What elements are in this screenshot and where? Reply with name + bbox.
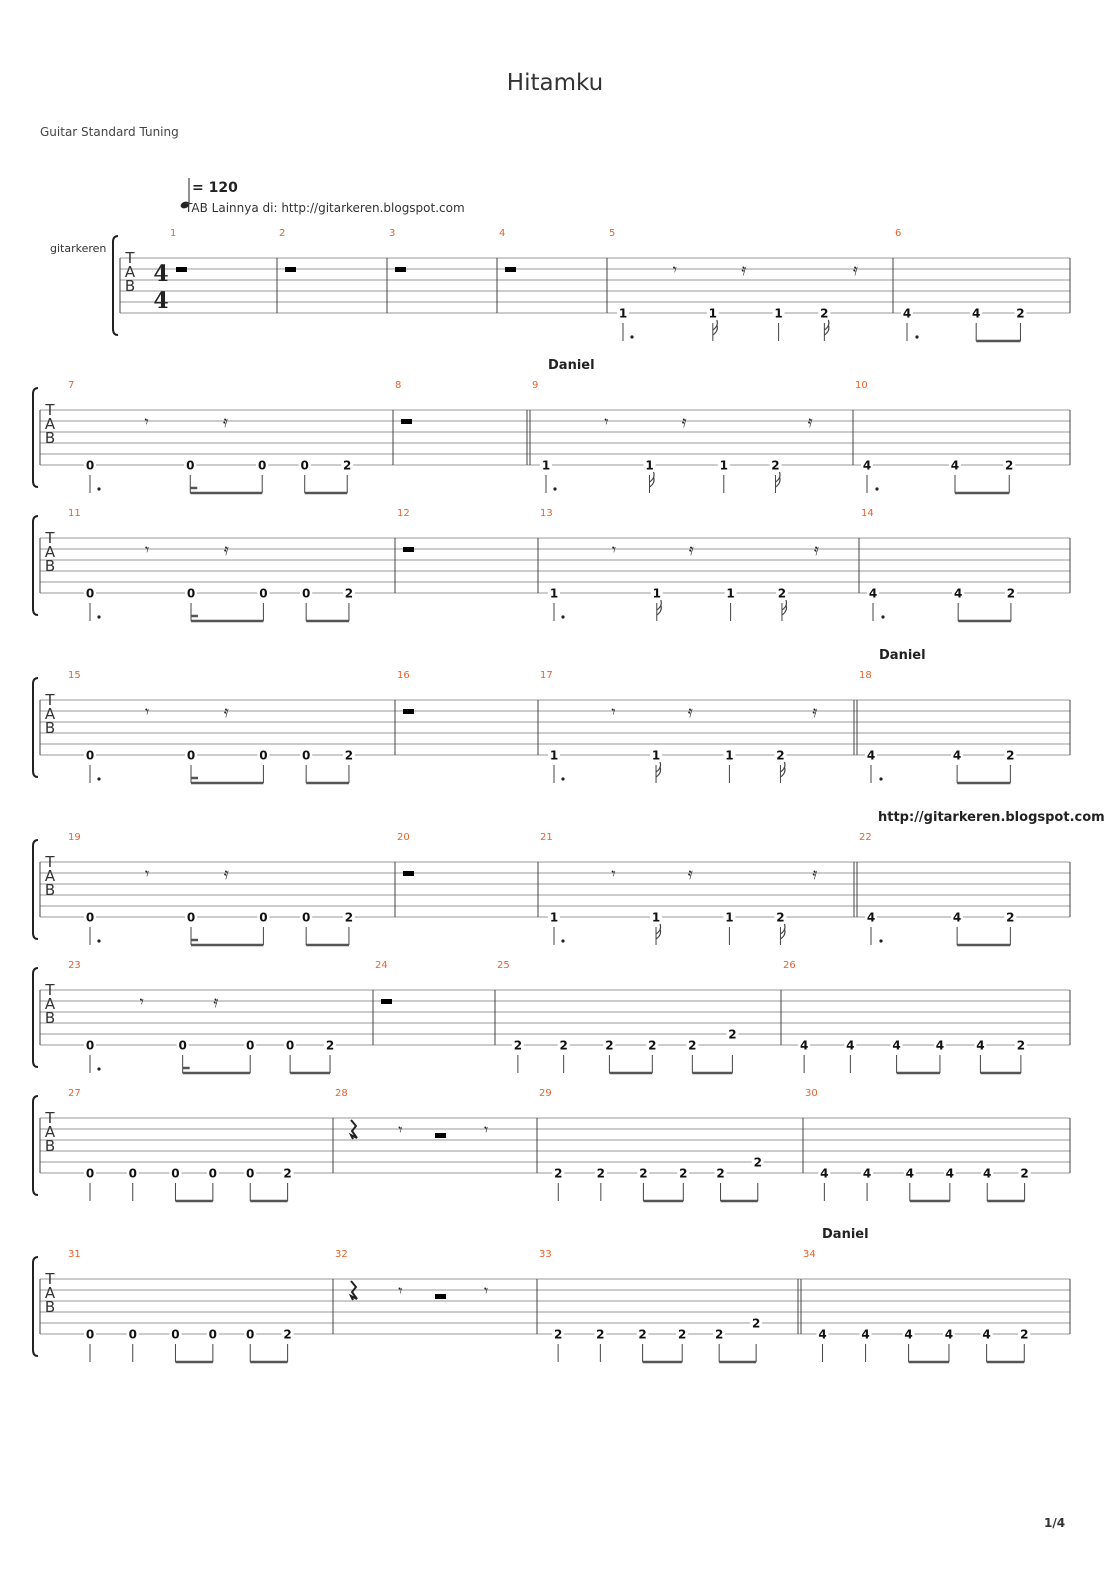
fret-number: 2 bbox=[283, 1166, 292, 1181]
dot bbox=[561, 939, 564, 942]
fret-number: 4 bbox=[892, 1038, 901, 1053]
fret-number: 4 bbox=[861, 1327, 870, 1342]
fret-number: 1 bbox=[645, 458, 654, 473]
fret-number: 0 bbox=[85, 586, 95, 601]
fret-number: 4 bbox=[902, 306, 912, 321]
tempo-marking: = 120 bbox=[192, 180, 238, 196]
fret-number: 0 bbox=[128, 1327, 137, 1342]
eighth-rest: 𝄾 bbox=[144, 864, 150, 883]
measure-number: 6 bbox=[895, 228, 902, 239]
measure-number: 1 bbox=[170, 228, 177, 239]
fret-number: 4 bbox=[950, 458, 960, 473]
url-marker: http://gitarkeren.blogspot.com bbox=[878, 810, 1105, 825]
measure-number: 3 bbox=[389, 228, 396, 239]
time-signature-top: 4 bbox=[153, 261, 169, 287]
fret-number: 4 bbox=[846, 1038, 855, 1053]
dot bbox=[881, 615, 884, 618]
tab-clef-letter: A bbox=[44, 705, 56, 723]
measure-number: 31 bbox=[68, 1249, 81, 1260]
fret-number: 4 bbox=[953, 586, 963, 601]
whole-rest bbox=[403, 871, 414, 876]
tab-clef-letter: T bbox=[45, 529, 55, 547]
fret-number: 2 bbox=[716, 1166, 725, 1181]
measure-number: 27 bbox=[68, 1088, 81, 1099]
measure-number: 33 bbox=[539, 1249, 552, 1260]
half-rest bbox=[435, 1133, 446, 1138]
tab-clef-letter: B bbox=[44, 1009, 56, 1027]
measure-number: 21 bbox=[540, 832, 553, 843]
fret-number: 2 bbox=[1020, 1327, 1029, 1342]
fret-number: 2 bbox=[1006, 586, 1016, 601]
dot bbox=[875, 487, 878, 490]
fret-number: 2 bbox=[1005, 458, 1014, 473]
fret-number: 2 bbox=[639, 1166, 648, 1181]
fret-number: 2 bbox=[776, 748, 785, 763]
fret-number: 2 bbox=[679, 1166, 688, 1181]
eighth-rest: 𝄾 bbox=[139, 992, 144, 1011]
note-flag bbox=[656, 762, 661, 772]
fret-number: 0 bbox=[85, 1327, 95, 1342]
whole-rest bbox=[505, 267, 516, 272]
eighth-rest: 𝄾 bbox=[611, 540, 617, 559]
tab-clef-letter: B bbox=[44, 429, 56, 447]
fret-number: 2 bbox=[1016, 306, 1025, 321]
tab-clef-letter: B bbox=[44, 1137, 56, 1155]
dot bbox=[915, 335, 918, 338]
measure-number: 11 bbox=[68, 508, 81, 519]
note-flag bbox=[657, 600, 662, 610]
eighth-rest: 𝄾 bbox=[144, 540, 150, 559]
fret-number: 4 bbox=[799, 1038, 809, 1053]
eighth-rest: 𝄾 bbox=[672, 260, 678, 279]
sixteenth-rest: 𝄿 bbox=[814, 540, 819, 559]
fret-number: 4 bbox=[935, 1038, 945, 1053]
fret-number: 2 bbox=[777, 586, 787, 601]
tab-clef-letter: T bbox=[45, 401, 55, 419]
dot bbox=[97, 1067, 100, 1070]
sixteenth-rest: 𝄿 bbox=[213, 992, 219, 1011]
sixteenth-rest: 𝄿 bbox=[223, 540, 229, 559]
measure-number: 25 bbox=[497, 960, 510, 971]
fret-number: 0 bbox=[186, 458, 195, 473]
fret-number: 2 bbox=[1006, 748, 1015, 763]
measure-number: 19 bbox=[68, 832, 81, 843]
sixteenth-rest: 𝄿 bbox=[852, 260, 858, 279]
fret-number: 4 bbox=[982, 1327, 991, 1342]
system-bracket bbox=[33, 516, 38, 615]
tab-clef-letter: B bbox=[44, 719, 56, 737]
tab-clef-letter: T bbox=[45, 691, 55, 709]
fret-number: 0 bbox=[246, 1327, 255, 1342]
eighth-rest: 𝄾 bbox=[611, 702, 616, 721]
tab-clef-letter: A bbox=[44, 995, 56, 1013]
fret-number: 2 bbox=[771, 458, 780, 473]
system-bracket bbox=[33, 1257, 38, 1356]
measure-number: 24 bbox=[375, 960, 388, 971]
system-bracket bbox=[33, 840, 38, 939]
fret-number: 0 bbox=[301, 910, 311, 925]
fret-number: 2 bbox=[820, 306, 829, 321]
fret-number: 4 bbox=[952, 910, 962, 925]
measure-number: 4 bbox=[499, 228, 506, 239]
measure-number: 12 bbox=[397, 508, 410, 519]
fret-number: 0 bbox=[285, 1038, 295, 1053]
fret-number: 4 bbox=[862, 1166, 872, 1181]
fret-number: 2 bbox=[513, 1038, 523, 1053]
measure-number: 13 bbox=[540, 508, 553, 519]
eighth-rest: 𝄾 bbox=[483, 1281, 489, 1300]
dot bbox=[630, 335, 633, 338]
system-bracket bbox=[33, 968, 38, 1067]
fret-number: 2 bbox=[688, 1038, 697, 1053]
dot bbox=[879, 777, 882, 780]
note-flag bbox=[780, 924, 785, 934]
eighth-rest: 𝄾 bbox=[144, 412, 149, 431]
fret-number: 2 bbox=[596, 1327, 605, 1342]
fret-number: 1 bbox=[549, 910, 559, 925]
fret-number: 1 bbox=[719, 458, 728, 473]
measure-number: 16 bbox=[397, 670, 410, 681]
fret-number: 0 bbox=[208, 1166, 218, 1181]
fret-number: 1 bbox=[549, 586, 559, 601]
fret-number: 4 bbox=[972, 306, 981, 321]
half-rest bbox=[435, 1294, 446, 1299]
fret-number: 2 bbox=[605, 1038, 614, 1053]
measure-number: 14 bbox=[861, 508, 874, 519]
whole-rest bbox=[403, 547, 414, 552]
fret-number: 0 bbox=[246, 1038, 255, 1053]
tab-source-note: TAB Lainnya di: http://gitarkeren.blogspot.com bbox=[185, 201, 465, 215]
fret-number: 4 bbox=[952, 748, 962, 763]
whole-rest bbox=[403, 709, 414, 714]
whole-rest bbox=[176, 267, 187, 272]
dot bbox=[97, 487, 100, 490]
whole-rest bbox=[285, 267, 296, 272]
fret-number: 0 bbox=[186, 748, 196, 763]
fret-number: 1 bbox=[651, 910, 661, 925]
fret-number: 2 bbox=[638, 1327, 647, 1342]
measure-number: 9 bbox=[532, 380, 539, 391]
measure-number: 2 bbox=[279, 228, 286, 239]
fret-number: 2 bbox=[559, 1038, 568, 1053]
measure-number: 29 bbox=[539, 1088, 552, 1099]
eighth-rest: 𝄾 bbox=[144, 702, 150, 721]
fret-number: 2 bbox=[554, 1166, 563, 1181]
measure-number: 7 bbox=[68, 380, 75, 391]
sixteenth-rest: 𝄿 bbox=[688, 540, 694, 559]
fret-number: 2 bbox=[344, 586, 354, 601]
fret-number: 2 bbox=[553, 1327, 563, 1342]
rehearsal-mark: Daniel bbox=[879, 648, 926, 663]
sixteenth-rest: 𝄿 bbox=[687, 864, 693, 883]
fret-number: 0 bbox=[300, 458, 309, 473]
note-flag bbox=[656, 924, 661, 934]
measure-number: 8 bbox=[395, 380, 402, 391]
fret-number: 0 bbox=[85, 748, 95, 763]
fret-number: 0 bbox=[259, 910, 268, 925]
fret-number: 2 bbox=[753, 1155, 762, 1170]
fret-number: 4 bbox=[976, 1038, 985, 1053]
fret-number: 1 bbox=[651, 748, 661, 763]
sixteenth-rest: 𝄿 bbox=[222, 412, 228, 431]
tab-clef-letter: T bbox=[125, 249, 135, 267]
tab-clef-letter: A bbox=[124, 263, 136, 281]
tab-clef-letter: B bbox=[44, 1298, 56, 1316]
fret-number: 0 bbox=[186, 586, 196, 601]
fret-number: 2 bbox=[1006, 910, 1015, 925]
note-flag bbox=[775, 472, 780, 482]
tab-clef-letter: A bbox=[44, 543, 56, 561]
fret-number: 4 bbox=[944, 1327, 954, 1342]
fret-number: 2 bbox=[751, 1316, 761, 1331]
fret-number: 4 bbox=[862, 458, 872, 473]
measure-number: 17 bbox=[540, 670, 553, 681]
fret-number: 0 bbox=[258, 458, 267, 473]
tuning-label: Guitar Standard Tuning bbox=[40, 125, 179, 139]
note-flag bbox=[780, 762, 785, 772]
measure-number: 5 bbox=[609, 228, 616, 239]
tab-clef-letter: B bbox=[124, 277, 136, 295]
measure-number: 18 bbox=[859, 670, 872, 681]
note-flag bbox=[713, 320, 718, 330]
fret-number: 1 bbox=[725, 748, 734, 763]
measure-number: 26 bbox=[783, 960, 796, 971]
fret-number: 2 bbox=[344, 910, 354, 925]
note-flag bbox=[824, 320, 829, 330]
fret-number: 4 bbox=[866, 748, 876, 763]
tab-clef-letter: A bbox=[44, 1123, 56, 1141]
tab-clef-letter: B bbox=[44, 557, 56, 575]
system-bracket bbox=[33, 678, 38, 777]
eighth-rest: 𝄾 bbox=[398, 1281, 403, 1300]
fret-number: 0 bbox=[259, 748, 268, 763]
fret-number: 2 bbox=[678, 1327, 687, 1342]
fret-number: 4 bbox=[904, 1327, 913, 1342]
tab-clef-letter: T bbox=[45, 1270, 55, 1288]
song-title: Hitamku bbox=[506, 70, 604, 96]
measure-number: 30 bbox=[805, 1088, 818, 1099]
tab-clef-letter: A bbox=[44, 1284, 56, 1302]
instrument-name: gitarkeren bbox=[50, 242, 107, 255]
fret-number: 0 bbox=[301, 748, 311, 763]
fret-number: 0 bbox=[85, 1038, 95, 1053]
fret-number: 0 bbox=[171, 1166, 180, 1181]
fret-number: 1 bbox=[726, 586, 735, 601]
fret-number: 4 bbox=[820, 1166, 829, 1181]
fret-number: 0 bbox=[85, 458, 95, 473]
eighth-rest: 𝄾 bbox=[611, 864, 616, 883]
sixteenth-rest: 𝄿 bbox=[223, 702, 229, 721]
dot bbox=[97, 777, 100, 780]
measure-number: 28 bbox=[335, 1088, 348, 1099]
system-bracket bbox=[33, 1096, 38, 1195]
tab-clef-letter: B bbox=[44, 881, 56, 899]
tab-clef-letter: T bbox=[45, 981, 55, 999]
tab-clef-letter: T bbox=[45, 853, 55, 871]
note-flag bbox=[650, 472, 655, 482]
fret-number: 1 bbox=[708, 306, 717, 321]
tab-clef-letter: A bbox=[44, 867, 56, 885]
fret-number: 1 bbox=[618, 306, 628, 321]
dot bbox=[553, 487, 556, 490]
fret-number: 0 bbox=[178, 1038, 187, 1053]
fret-number: 2 bbox=[325, 1038, 335, 1053]
whole-rest bbox=[401, 419, 412, 424]
fret-number: 2 bbox=[728, 1027, 737, 1042]
fret-number: 2 bbox=[1016, 1038, 1026, 1053]
fret-number: 2 bbox=[714, 1327, 724, 1342]
tab-clef-letter: T bbox=[45, 1109, 55, 1127]
whole-rest bbox=[381, 999, 392, 1004]
fret-number: 2 bbox=[283, 1327, 292, 1342]
sixteenth-rest: 𝄿 bbox=[687, 702, 693, 721]
fret-number: 1 bbox=[725, 910, 734, 925]
system-bracket bbox=[113, 236, 118, 335]
whole-rest bbox=[395, 267, 406, 272]
fret-number: 0 bbox=[186, 910, 196, 925]
eighth-rest: 𝄾 bbox=[604, 412, 609, 431]
fret-number: 4 bbox=[818, 1327, 827, 1342]
eighth-rest: 𝄾 bbox=[483, 1120, 489, 1139]
measure-number: 20 bbox=[397, 832, 410, 843]
fret-number: 1 bbox=[541, 458, 551, 473]
fret-number: 4 bbox=[983, 1166, 992, 1181]
page-number: 1/4 bbox=[1044, 1516, 1066, 1530]
fret-number: 2 bbox=[648, 1038, 657, 1053]
measure-number: 23 bbox=[68, 960, 81, 971]
dot bbox=[97, 615, 100, 618]
fret-number: 1 bbox=[774, 306, 783, 321]
fret-number: 4 bbox=[868, 586, 878, 601]
sixteenth-rest: 𝄿 bbox=[807, 412, 813, 431]
fret-number: 0 bbox=[85, 1166, 95, 1181]
note-flag bbox=[782, 600, 787, 610]
fret-number: 0 bbox=[208, 1327, 218, 1342]
measure-number: 32 bbox=[335, 1249, 348, 1260]
dot bbox=[561, 615, 564, 618]
fret-number: 2 bbox=[596, 1166, 606, 1181]
sixteenth-rest: 𝄿 bbox=[223, 864, 229, 883]
time-signature-bottom: 4 bbox=[153, 288, 169, 314]
eighth-rest: 𝄾 bbox=[398, 1120, 403, 1139]
measure-number: 10 bbox=[855, 380, 868, 391]
fret-number: 0 bbox=[301, 586, 311, 601]
rehearsal-mark: Daniel bbox=[548, 358, 595, 373]
sixteenth-rest: 𝄿 bbox=[741, 260, 747, 279]
sixteenth-rest: 𝄿 bbox=[812, 864, 818, 883]
fret-number: 2 bbox=[1020, 1166, 1029, 1181]
measure-number: 22 bbox=[859, 832, 872, 843]
rehearsal-mark: Daniel bbox=[822, 1227, 869, 1242]
sixteenth-rest: 𝄿 bbox=[812, 702, 818, 721]
sixteenth-rest: 𝄿 bbox=[681, 412, 687, 431]
fret-number: 4 bbox=[945, 1166, 955, 1181]
dot bbox=[561, 777, 564, 780]
dot bbox=[97, 939, 100, 942]
fret-number: 0 bbox=[85, 910, 95, 925]
fret-number: 4 bbox=[905, 1166, 914, 1181]
fret-number: 2 bbox=[344, 748, 354, 763]
fret-number: 4 bbox=[866, 910, 876, 925]
tab-clef-letter: A bbox=[44, 415, 56, 433]
fret-number: 0 bbox=[246, 1166, 255, 1181]
fret-number: 0 bbox=[259, 586, 268, 601]
fret-number: 0 bbox=[171, 1327, 180, 1342]
dot bbox=[879, 939, 882, 942]
measure-number: 15 bbox=[68, 670, 81, 681]
fret-number: 1 bbox=[652, 586, 661, 601]
fret-number: 2 bbox=[343, 458, 352, 473]
fret-number: 1 bbox=[549, 748, 559, 763]
system-bracket bbox=[33, 388, 38, 487]
fret-number: 2 bbox=[776, 910, 785, 925]
fret-number: 0 bbox=[128, 1166, 137, 1181]
measure-number: 34 bbox=[803, 1249, 816, 1260]
